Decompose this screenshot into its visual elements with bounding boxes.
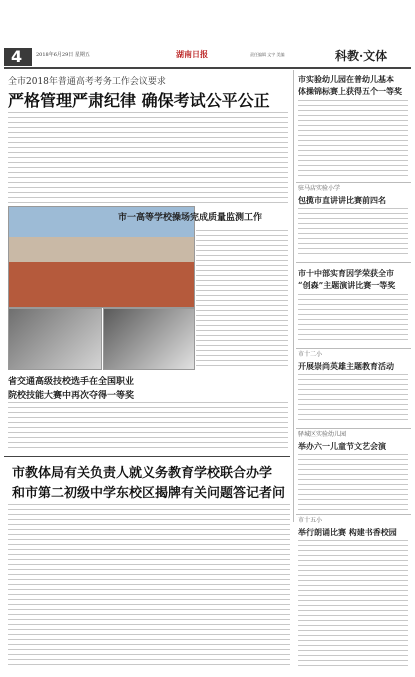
rc-rule-5 (296, 514, 411, 515)
banner-body (8, 504, 290, 669)
header-rule (4, 67, 411, 69)
rc5-body (298, 454, 408, 510)
masthead-logo: 湖南日报 (176, 49, 208, 59)
col-divider-1 (293, 70, 294, 522)
banner-rule-top (4, 456, 290, 457)
rc1-title-1: 市实验幼儿园在普幼儿基本 (298, 74, 394, 84)
photo1-caption: 市一高等学校操场完成质量监测工作 (118, 213, 263, 223)
date-line: 2018年6月29日 星期五 (36, 52, 90, 58)
rc-rule-1 (296, 182, 411, 183)
rc3-title-1: 市十中部实育因学荣获全市 (298, 268, 394, 278)
rc-rule-2 (296, 262, 411, 263)
lead-title: 严格管理严肃纪律 确保考试公平公正 (8, 91, 270, 110)
rc2-kicker: 驻马店实验小学 (298, 185, 341, 192)
banner-line-1: 市教体局有关负责人就义务教育学校联合办学 (12, 466, 273, 481)
rc6-kicker: 市十五小 (298, 517, 323, 524)
lead-body (8, 112, 288, 204)
rc5-kicker: 驿城区实验幼儿园 (298, 431, 347, 438)
rc-rule-3 (296, 348, 411, 349)
rc2-title: 包揽市直讲讲比赛前四名 (298, 195, 386, 205)
rc3-body (298, 294, 408, 344)
rc-rule-4 (296, 428, 411, 429)
rc1-title-2: 体操锦标赛上获得五个一等奖 (298, 86, 402, 96)
classroom-photo-right (103, 308, 195, 370)
article2-title-2: 院校技能大赛中再次夺得一等奖 (8, 391, 135, 401)
rc1-body (298, 100, 408, 178)
section-title: 科教·文体 (335, 49, 388, 63)
rc4-body (298, 374, 408, 424)
page-number: 4 (11, 47, 23, 66)
rc6-title: 举行朗诵比赛 构建书香校园 (298, 527, 397, 537)
article2-body (8, 402, 288, 452)
rc6-body (298, 540, 408, 668)
rc3-title-2: “创森”主题演讲比赛一等奖 (298, 280, 396, 290)
classroom-photo-left (8, 308, 102, 370)
editor-line: 责任编辑 文字 美编 (250, 52, 285, 57)
photo1-body (196, 230, 288, 370)
article2-title-1: 省交通高级技校选手在全国职业 (8, 377, 135, 387)
rc4-title: 开展崇尚英雄主题教育活动 (298, 361, 394, 371)
banner-line-2: 和市第二初级中学东校区揭牌有关问题答记者问 (12, 486, 286, 501)
lead-kicker: 全市2018年普通高考考务工作会议要求 (8, 77, 166, 87)
rc2-body (298, 208, 408, 258)
rc4-kicker: 市十二小 (298, 351, 323, 358)
rc5-title: 举办六一儿童节文艺会演 (298, 441, 386, 451)
